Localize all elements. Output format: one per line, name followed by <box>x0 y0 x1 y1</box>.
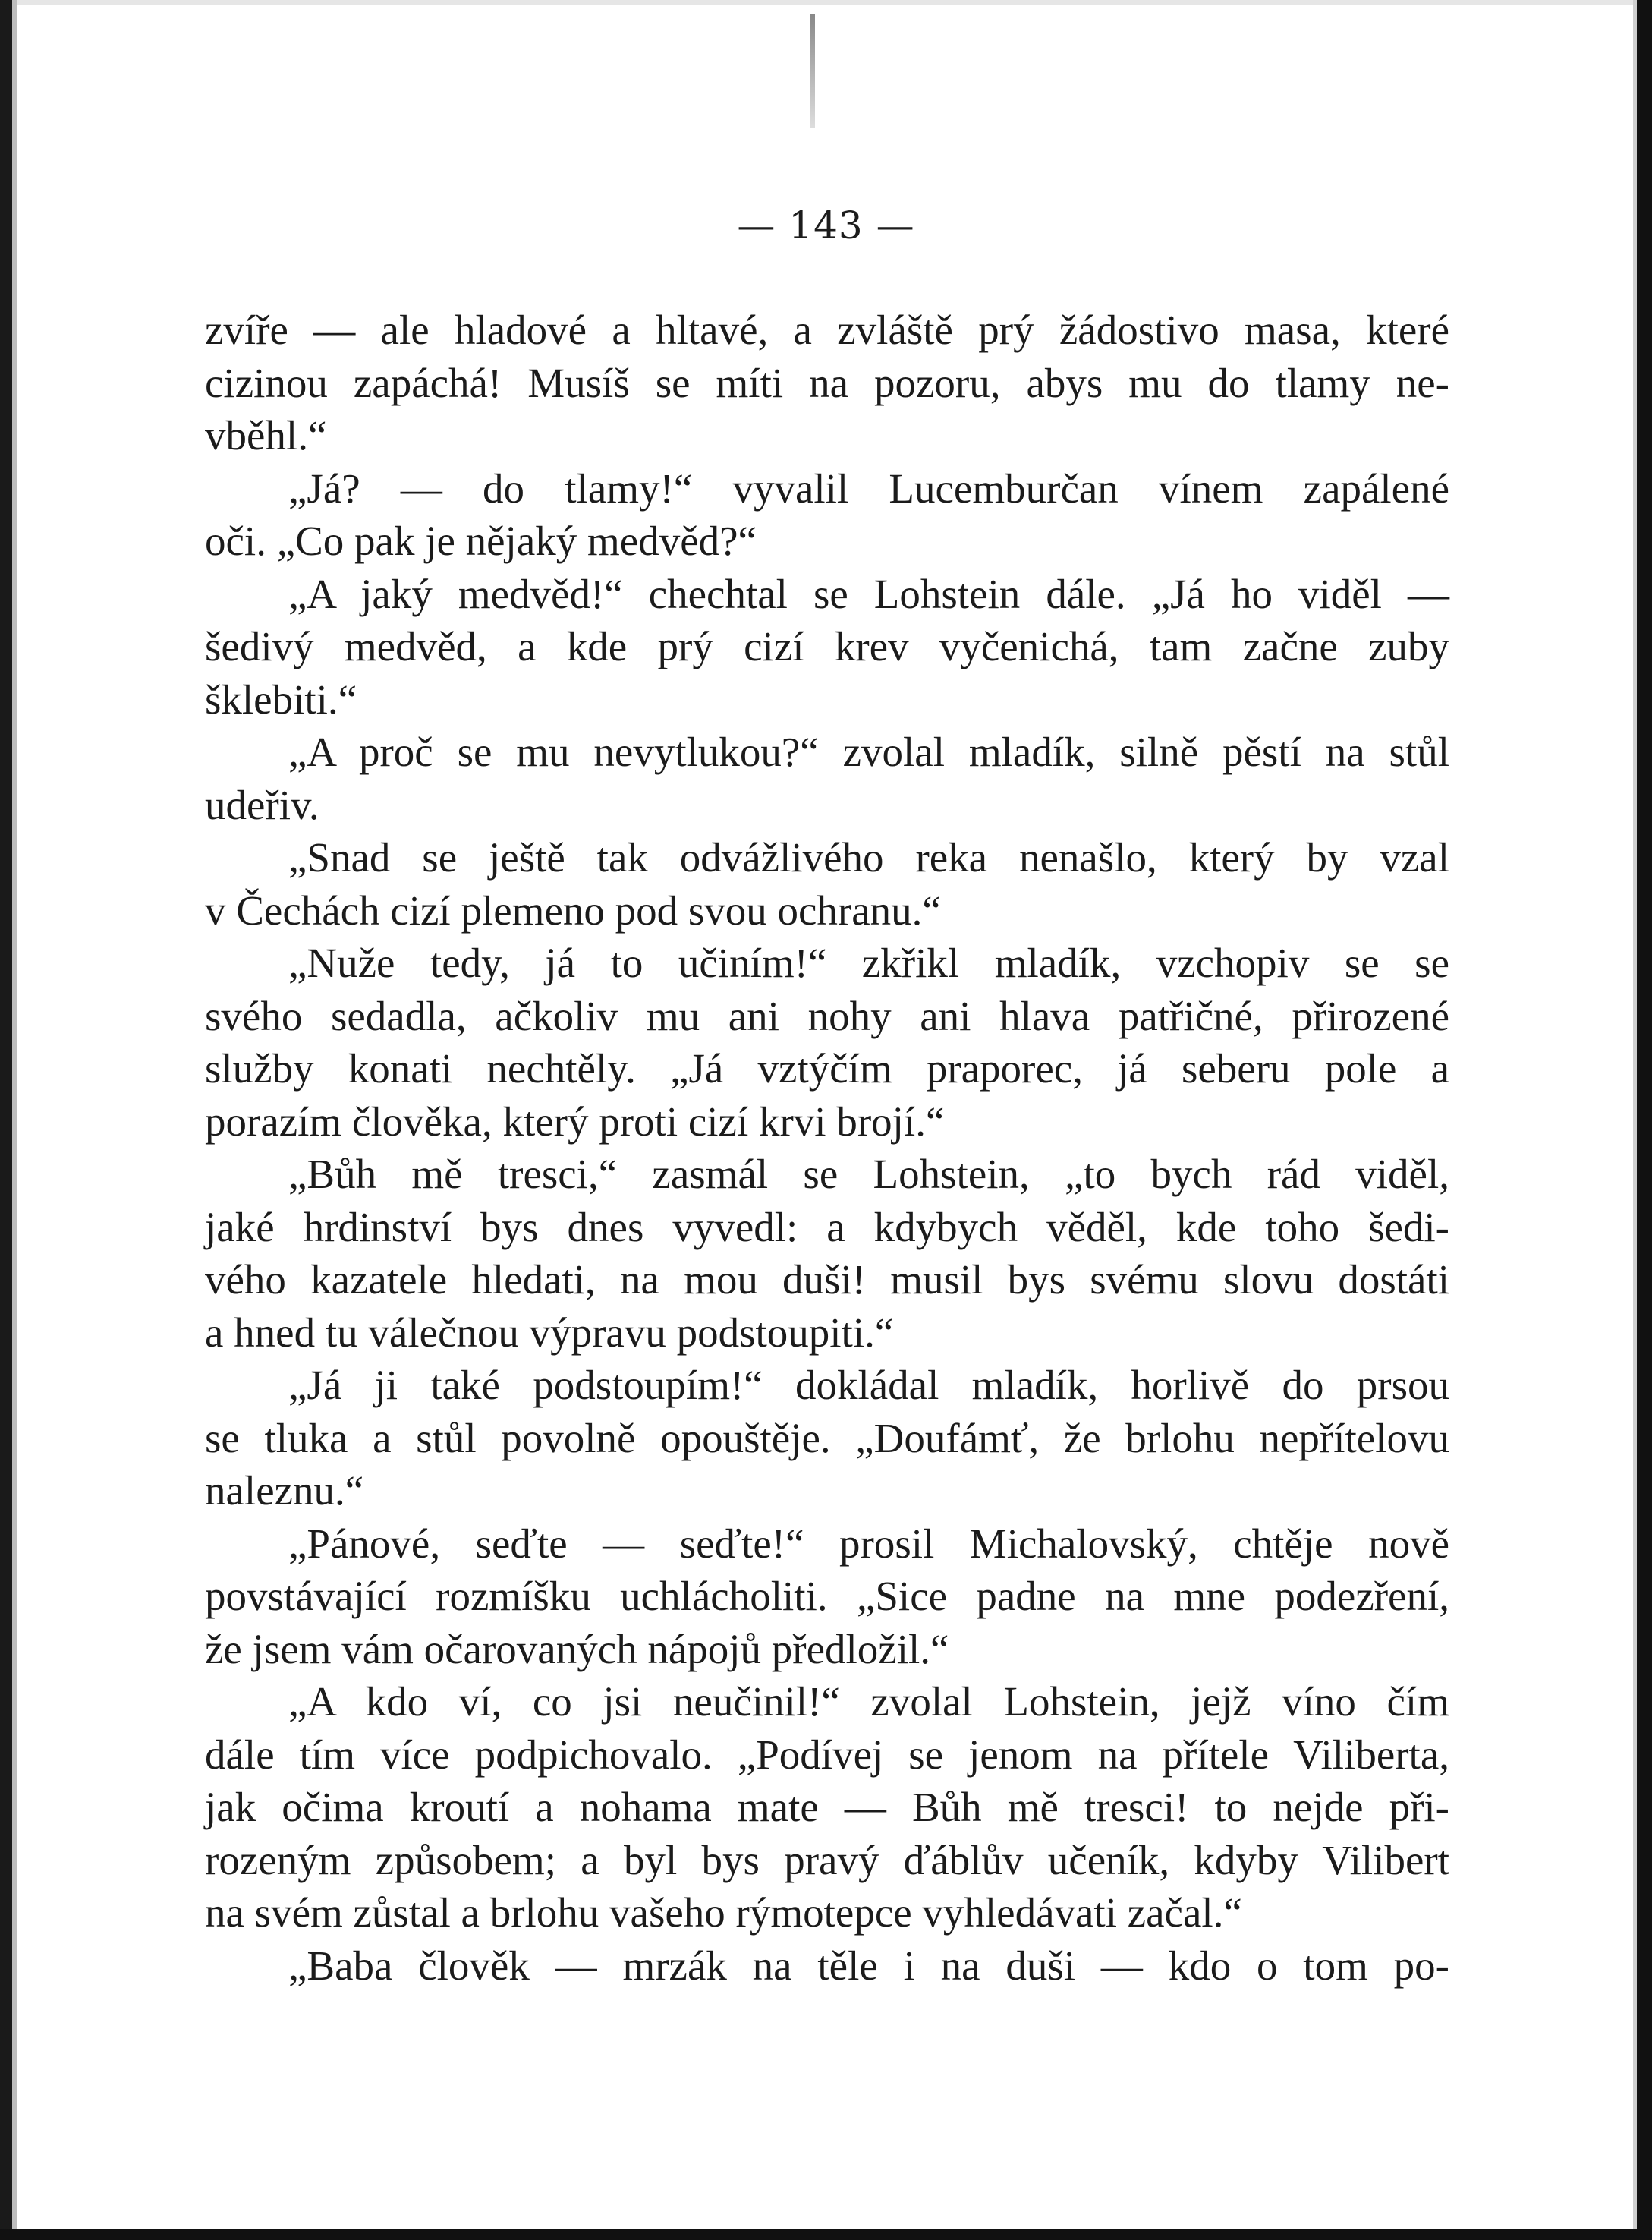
text-line: naleznu.“ <box>205 1467 364 1514</box>
text-line: „Nuže tedy, já to učiním!“ zkřikl mladík, vzchopiv se se <box>288 940 1449 986</box>
text-line: „A proč se mu nevytlukou?“ zvolal mladík, silně pěstí na stůl <box>288 729 1449 775</box>
text-line: „Já ji také podstoupím!“ dokládal mladík, horlivě do prsou <box>288 1362 1449 1408</box>
scan-edge-right-shadow <box>1633 0 1637 2240</box>
text-line: „Bůh mě tresci,“ zasmál se Lohstein, „to bych rád viděl, <box>288 1151 1449 1197</box>
text-line: „A jaký medvěd!“ chechtal se Lohstein dále. „Já ho viděl — <box>288 570 1449 617</box>
text-line: cizinou zapáchá! Musíš se míti na pozoru, abys mu do tlamy ne- <box>205 359 1449 406</box>
text-line: na svém zůstal a brlohu vašeho rýmotepce vyhledávati začal.“ <box>205 1889 1242 1936</box>
text-line: se tluka a stůl povolně opouštěje. „Doufámť, že brlohu nepřítelovu <box>205 1414 1449 1461</box>
text-line: udeřiv. <box>205 781 319 828</box>
text-line: oči. „Co pak je nějaký medvěd?“ <box>205 518 757 564</box>
text-line: jak očima kroutí a nohama mate — Bůh mě tresci! to nejde při- <box>205 1784 1449 1830</box>
text-line: „Pánové, seďte — seďte!“ prosil Michalovský, chtěje nově <box>288 1520 1449 1567</box>
text-line: „Baba člověk — mrzák na těle i na duši — kdo o tom po- <box>288 1942 1449 1989</box>
text-line: šklebiti.“ <box>205 676 357 723</box>
text-line: „Já? — do tlamy!“ vyvalil Lucemburčan vínem zapálené <box>288 465 1449 512</box>
text-line: rozeným způsobem; a byl bys pravý ďáblův učeník, kdyby Vilibert <box>205 1836 1449 1883</box>
scan-edge-top <box>0 0 1652 5</box>
scan-edge-bottom <box>0 2229 1652 2240</box>
text-line: služby konati nechtěly. „Já vztýčím praporec, já seberu pole a <box>205 1045 1449 1092</box>
scan-edge-right <box>1637 0 1652 2240</box>
binding-mark <box>810 14 815 128</box>
text-line: „Snad se ještě tak odvážlivého reka nenašlo, který by vzal <box>288 834 1449 881</box>
text-line: zvíře — ale hladové a hltavé, a zvláště prý žádostivo masa, které <box>205 307 1449 353</box>
text-line: „A kdo ví, co jsi neučinil!“ zvolal Lohstein, jejž víno čím <box>288 1678 1449 1725</box>
text-line: šedivý medvěd, a kde prý cizí krev vyčenichá, tam začne zuby <box>205 623 1449 669</box>
text-line: v Čechách cizí plemeno pod svou ochranu.“ <box>205 887 941 934</box>
text-line: povstávající rozmíšku uchlácholiti. „Sice padne na mne podezření, <box>205 1573 1449 1619</box>
scan-edge-left-shadow <box>12 0 17 2240</box>
text-line: vběhl.“ <box>205 412 327 458</box>
text-line: porazím člověka, který proti cizí krvi brojí.“ <box>205 1098 945 1145</box>
text-line: dále tím více podpichovalo. „Podívej se jenom na přítele Viliberta, <box>205 1731 1449 1778</box>
body-text <box>205 304 1449 1992</box>
text-line: vého kazatele hledati, na mou duši! musil bys svému slovu dostáti <box>205 1256 1449 1303</box>
text-line: svého sedadla, ačkoliv mu ani nohy ani hlava patřičné, přirozené <box>205 992 1449 1039</box>
text-line: a hned tu válečnou výpravu podstoupiti.“ <box>205 1309 894 1356</box>
text-line: jaké hrdinství bys dnes vyvedl: a kdybych věděl, kde toho šedi- <box>205 1203 1449 1250</box>
text-line: že jsem vám očarovaných nápojů předložil.“ <box>205 1625 949 1672</box>
scan-edge-left <box>0 0 12 2240</box>
page-number: — 143 — <box>737 203 915 247</box>
